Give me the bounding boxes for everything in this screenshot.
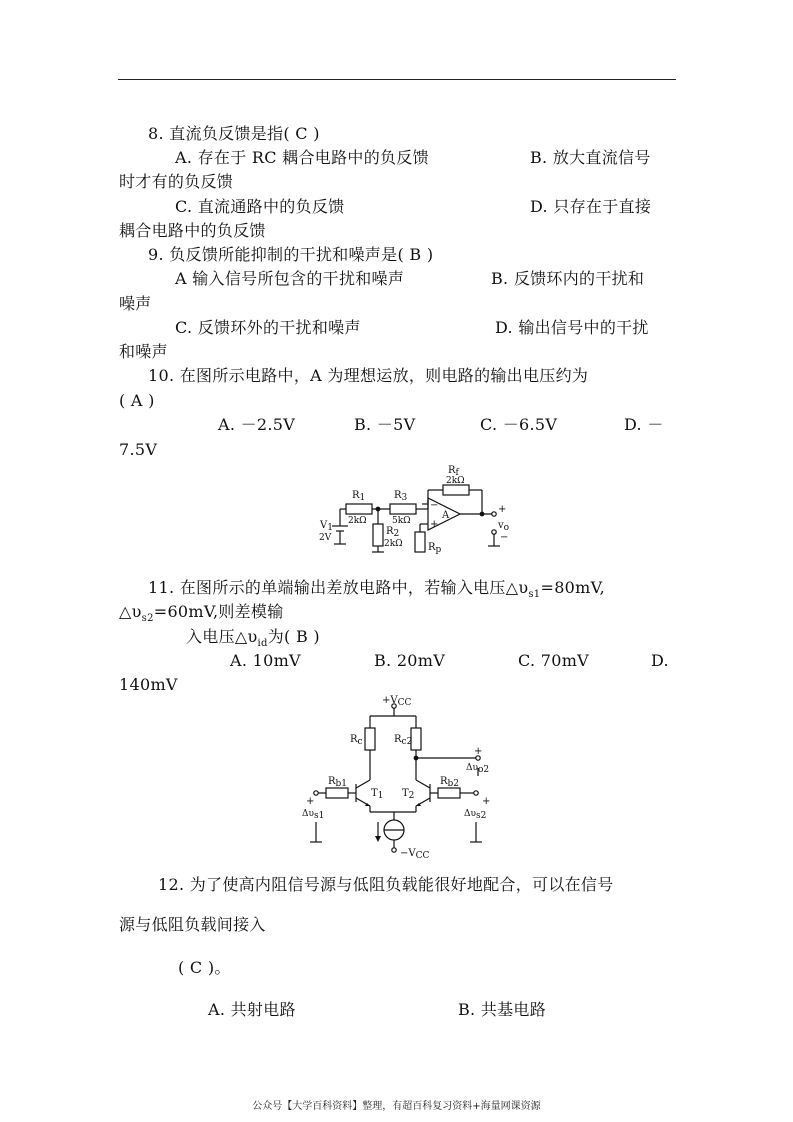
r3-value: 5kΩ: [392, 516, 411, 526]
vo-plus: +: [498, 504, 507, 515]
q9-cd-row: [175, 318, 671, 338]
q8-option-c: C. 直流通路中的负反馈: [175, 197, 345, 216]
q11-line2: $\triangle\upsilon_{s2}=60mV$,则差模输: [119, 602, 284, 625]
rb2-label: Rb2: [440, 776, 460, 789]
rb2-resistor: [438, 788, 460, 798]
q12-answer: ( C )。: [178, 958, 231, 977]
q11-option-a: A. 10mV: [230, 651, 301, 670]
q10-options-row: [218, 415, 671, 435]
r3-resistor: [390, 504, 416, 514]
rc1-label: Rc: [350, 734, 363, 747]
rp-label: Rp: [428, 542, 442, 555]
page-footer: 公众号【大学百科资料】整理，有超百科复习资料+海量网课资源: [252, 1101, 541, 1112]
vs1-label: Δυs1: [302, 809, 325, 821]
rf-resistor: [443, 485, 469, 495]
q11-option-c: C. 70mV: [518, 651, 590, 670]
q9-option-b: B. 反馈环内的干扰和: [491, 269, 645, 288]
q9-ab-cont: 噪声: [119, 294, 152, 313]
q11-circuit-diagram: [298, 692, 498, 858]
header-rule: [118, 79, 676, 80]
t2-label: T2: [402, 788, 415, 801]
vs2-label: Δυs2: [464, 809, 487, 821]
rb1-resistor: [326, 788, 348, 798]
q9-option-a: A 输入信号所包含的干扰和噪声: [175, 269, 405, 288]
rc2-label: Rc2: [394, 734, 413, 747]
r2-label: R2: [386, 526, 400, 539]
r2-value: 2kΩ: [384, 539, 403, 549]
r2-resistor: [373, 524, 383, 546]
op-amp-minus: −: [430, 500, 439, 511]
q8-ab-row: [175, 148, 671, 168]
q10-option-a: A. －2.5V: [218, 415, 296, 434]
rb1-label: Rb1: [328, 776, 348, 789]
q12-stem: 12. 为了使高内阻信号源与低阻负载能很好地配合，可以在信号: [158, 875, 614, 894]
q9-option-c: C. 反馈环外的干扰和噪声: [175, 318, 361, 337]
v1-label: V1: [320, 520, 333, 533]
t1-label: T1: [371, 788, 384, 801]
vcc-pos-label: +VCC: [382, 695, 412, 708]
rf-label: Rf: [448, 465, 459, 478]
op-amp-label: A: [442, 510, 450, 521]
q9-cd-cont: 和噪声: [119, 342, 168, 361]
vcc-neg-label: −VCC: [400, 848, 430, 858]
vo-minus: −: [500, 532, 509, 543]
r3-label: R3: [394, 490, 408, 503]
q8-option-b: B. 放大直流信号: [530, 148, 651, 167]
v1-value: 2V: [319, 533, 332, 543]
q10-answer: ( A ): [119, 391, 155, 410]
vo-label: Δυo2: [466, 763, 490, 775]
q11-option-b: B. 20mV: [374, 651, 446, 670]
r1-value: 2kΩ: [348, 516, 367, 526]
vs2-plus: +: [482, 796, 491, 807]
q8-option-d: D. 只存在于直接: [530, 197, 652, 216]
q10-circuit-diagram: [310, 460, 520, 560]
q8-option-a: A. 存在于 RC 耦合电路中的负反馈: [175, 148, 429, 167]
q8-stem: 8. 直流负反馈是指( C ): [148, 124, 320, 143]
q11-options-row: [230, 651, 671, 671]
rc1-resistor: [365, 728, 375, 750]
rf-value: 2kΩ: [446, 476, 465, 486]
vo-plus: +: [474, 746, 483, 757]
op-amp-plus: +: [430, 519, 439, 530]
q12-option-a: A. 共射电路: [208, 1000, 296, 1019]
q10-d-cont: 7.5V: [119, 440, 158, 459]
q11-d-cont: 140mV: [119, 675, 178, 694]
q9-stem: 9. 负反馈所能抑制的干扰和噪声是( B ): [148, 245, 434, 264]
q12-cont: 源与低阻负载间接入: [119, 915, 266, 934]
q11-stem: 11. 在图所示的单端输出差放电路中，若输入电压$\triangle\upsilon_{s1}=80mV$,: [148, 578, 606, 601]
q10-option-d: D. －: [624, 415, 664, 434]
q10-option-c: C. －6.5V: [480, 415, 558, 434]
q9-option-d: D. 输出信号中的干扰: [495, 318, 649, 337]
q11-line3: 入电压$\triangle\upsilon_{id}$为( B ): [186, 627, 320, 650]
rp-resistor: [415, 532, 425, 552]
vs1-plus: +: [306, 796, 315, 807]
q10-option-b: B. －5V: [354, 415, 416, 434]
r1-label: R1: [352, 490, 366, 503]
rc2-resistor: [411, 728, 421, 750]
vo-label: vo: [498, 520, 510, 533]
q12-option-b: B. 共基电路: [458, 1000, 547, 1019]
q11-option-d: D.: [651, 651, 669, 670]
q9-ab-row: [175, 269, 671, 289]
q8-ab-cont: 时才有的负反馈: [119, 172, 234, 191]
q8-cd-cont: 耦合电路中的负反馈: [119, 221, 266, 240]
q8-cd-row: [175, 197, 671, 217]
r1-resistor: [346, 504, 372, 514]
q10-stem: 10. 在图所示电路中，A 为理想运放，则电路的输出电压约为: [148, 366, 589, 385]
